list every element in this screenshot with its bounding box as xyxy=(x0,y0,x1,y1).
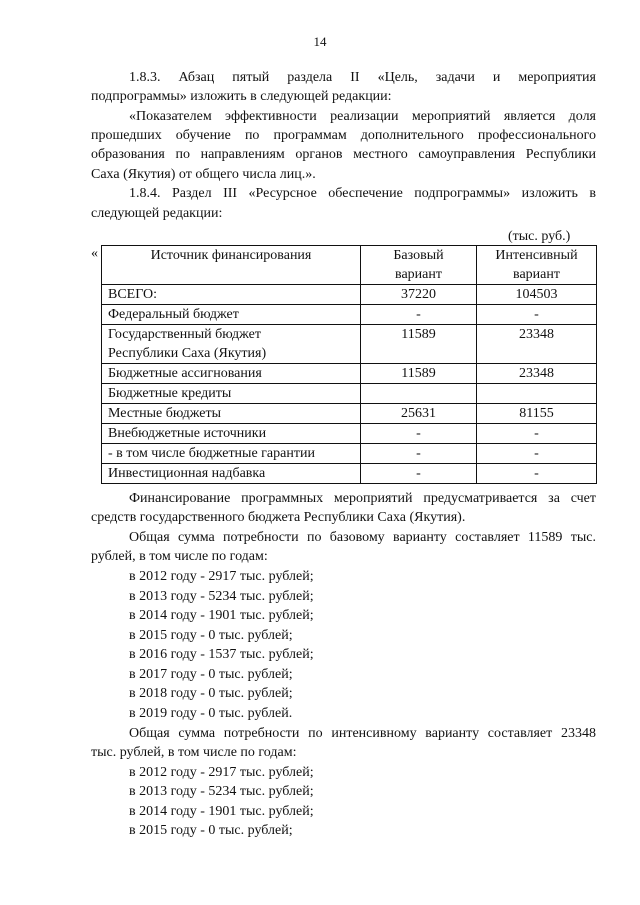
intensive-year-item: в 2012 году - 2917 тыс. рублей; xyxy=(129,765,314,780)
base-year-item: в 2013 году - 5234 тыс. рублей; xyxy=(129,589,314,604)
word: пятый xyxy=(232,70,270,85)
base-year-item: в 2014 году - 1901 тыс. рублей; xyxy=(129,608,314,623)
cell-intensive: - xyxy=(477,464,597,484)
table-row xyxy=(102,285,597,305)
word: 1.8.3. xyxy=(129,70,161,85)
table-row xyxy=(102,305,597,325)
quote-line1: «Показателем эффективности реализации мероприятий является доля xyxy=(129,109,596,124)
base-total-line2: рублей, в том числе по годам: xyxy=(91,549,268,564)
unit-label: (тыс. руб.) xyxy=(508,229,571,244)
word: II xyxy=(350,70,360,85)
cell-intensive: 104503 xyxy=(477,285,597,305)
section-183-line2: подпрограммы» изложить в следующей редакции: xyxy=(91,89,392,104)
cell-base: 11589 xyxy=(361,364,477,384)
word: мероприятия xyxy=(518,70,596,85)
cell-base: - xyxy=(361,305,477,325)
cell-base: 37220 xyxy=(361,285,477,305)
section-184-line1: 1.8.4. Раздел III «Ресурсное обеспечение подпрограммы» изложить в xyxy=(129,186,596,201)
base-year-item: в 2019 году - 0 тыс. рублей. xyxy=(129,706,293,721)
word: и xyxy=(492,70,501,85)
header-intensive: Интенсивный вариант xyxy=(477,246,597,285)
cell-source: Государственный бюджет Республики Саха (Якутия) xyxy=(102,325,361,364)
base-year-item: в 2018 году - 0 тыс. рублей; xyxy=(129,686,293,701)
cell-base: 25631 xyxy=(361,404,477,424)
cell-source: Бюджетные ассигнования xyxy=(102,364,361,384)
base-year-item: в 2012 году - 2917 тыс. рублей; xyxy=(129,569,314,584)
intensive-total-line1: Общая сумма потребности по интенсивному варианту составляет 23348 xyxy=(129,726,596,741)
cell-intensive: 23348 xyxy=(477,325,597,364)
table-row xyxy=(102,325,597,364)
base-year-item: в 2015 году - 0 тыс. рублей; xyxy=(129,628,293,643)
financing-table xyxy=(101,245,597,484)
cell-intensive: - xyxy=(477,444,597,464)
table-row xyxy=(102,444,597,464)
section-184-line2: следующей редакции: xyxy=(91,206,223,221)
base-total-line1: Общая сумма потребности по базовому варианту составляет 11589 тыс. xyxy=(129,530,596,545)
financing-line2: средств государственного бюджета Республики Саха (Якутия). xyxy=(91,510,466,525)
cell-intensive: 81155 xyxy=(477,404,597,424)
quote-line2: прошедших обучение по программам дополнительного профессионального xyxy=(91,128,596,143)
intensive-year-item: в 2015 году - 0 тыс. рублей; xyxy=(129,823,293,838)
table-header-row xyxy=(102,246,597,285)
table-row xyxy=(102,404,597,424)
word: задачи xyxy=(435,70,475,85)
cell-source: ВСЕГО: xyxy=(102,285,361,305)
section-183-line1 xyxy=(129,68,596,87)
cell-base: 11589 xyxy=(361,325,477,364)
cell-base: - xyxy=(361,424,477,444)
word: «Цель, xyxy=(377,70,418,85)
table-row xyxy=(102,424,597,444)
word: раздела xyxy=(287,70,333,85)
cell-base: - xyxy=(361,444,477,464)
cell-source: Бюджетные кредиты xyxy=(102,384,361,404)
cell-intensive: - xyxy=(477,424,597,444)
cell-intensive: - xyxy=(477,305,597,325)
intensive-year-item: в 2014 году - 1901 тыс. рублей; xyxy=(129,804,314,819)
cell-intensive: 23348 xyxy=(477,364,597,384)
cell-source: Инвестиционная надбавка xyxy=(102,464,361,484)
header-base: Базовый вариант xyxy=(361,246,477,285)
page-number: 14 xyxy=(313,34,327,49)
cell-source: Местные бюджеты xyxy=(102,404,361,424)
base-year-item: в 2017 году - 0 тыс. рублей; xyxy=(129,667,293,682)
cell-source: Федеральный бюджет xyxy=(102,305,361,325)
header-source: Источник финансирования xyxy=(102,246,361,285)
base-year-item: в 2016 году - 1537 тыс. рублей; xyxy=(129,647,314,662)
cell-base xyxy=(361,384,477,404)
intensive-total-line2: тыс. рублей, в том числе по годам: xyxy=(91,745,297,760)
table-row xyxy=(102,364,597,384)
quote-line3: образования по направлениям органов местного самоуправления Республики xyxy=(91,147,596,162)
opening-quote: « xyxy=(91,246,98,261)
financing-line1: Финансирование программных мероприятий предусматривается за счет xyxy=(129,491,596,506)
intensive-year-item: в 2013 году - 5234 тыс. рублей; xyxy=(129,784,314,799)
table-row xyxy=(102,384,597,404)
cell-source: - в том числе бюджетные гарантии xyxy=(102,444,361,464)
table-row xyxy=(102,464,597,484)
cell-intensive xyxy=(477,384,597,404)
cell-source: Внебюджетные источники xyxy=(102,424,361,444)
word: Абзац xyxy=(178,70,215,85)
quote-line4: Саха (Якутия) от общего числа лиц.». xyxy=(91,167,316,182)
cell-base: - xyxy=(361,464,477,484)
